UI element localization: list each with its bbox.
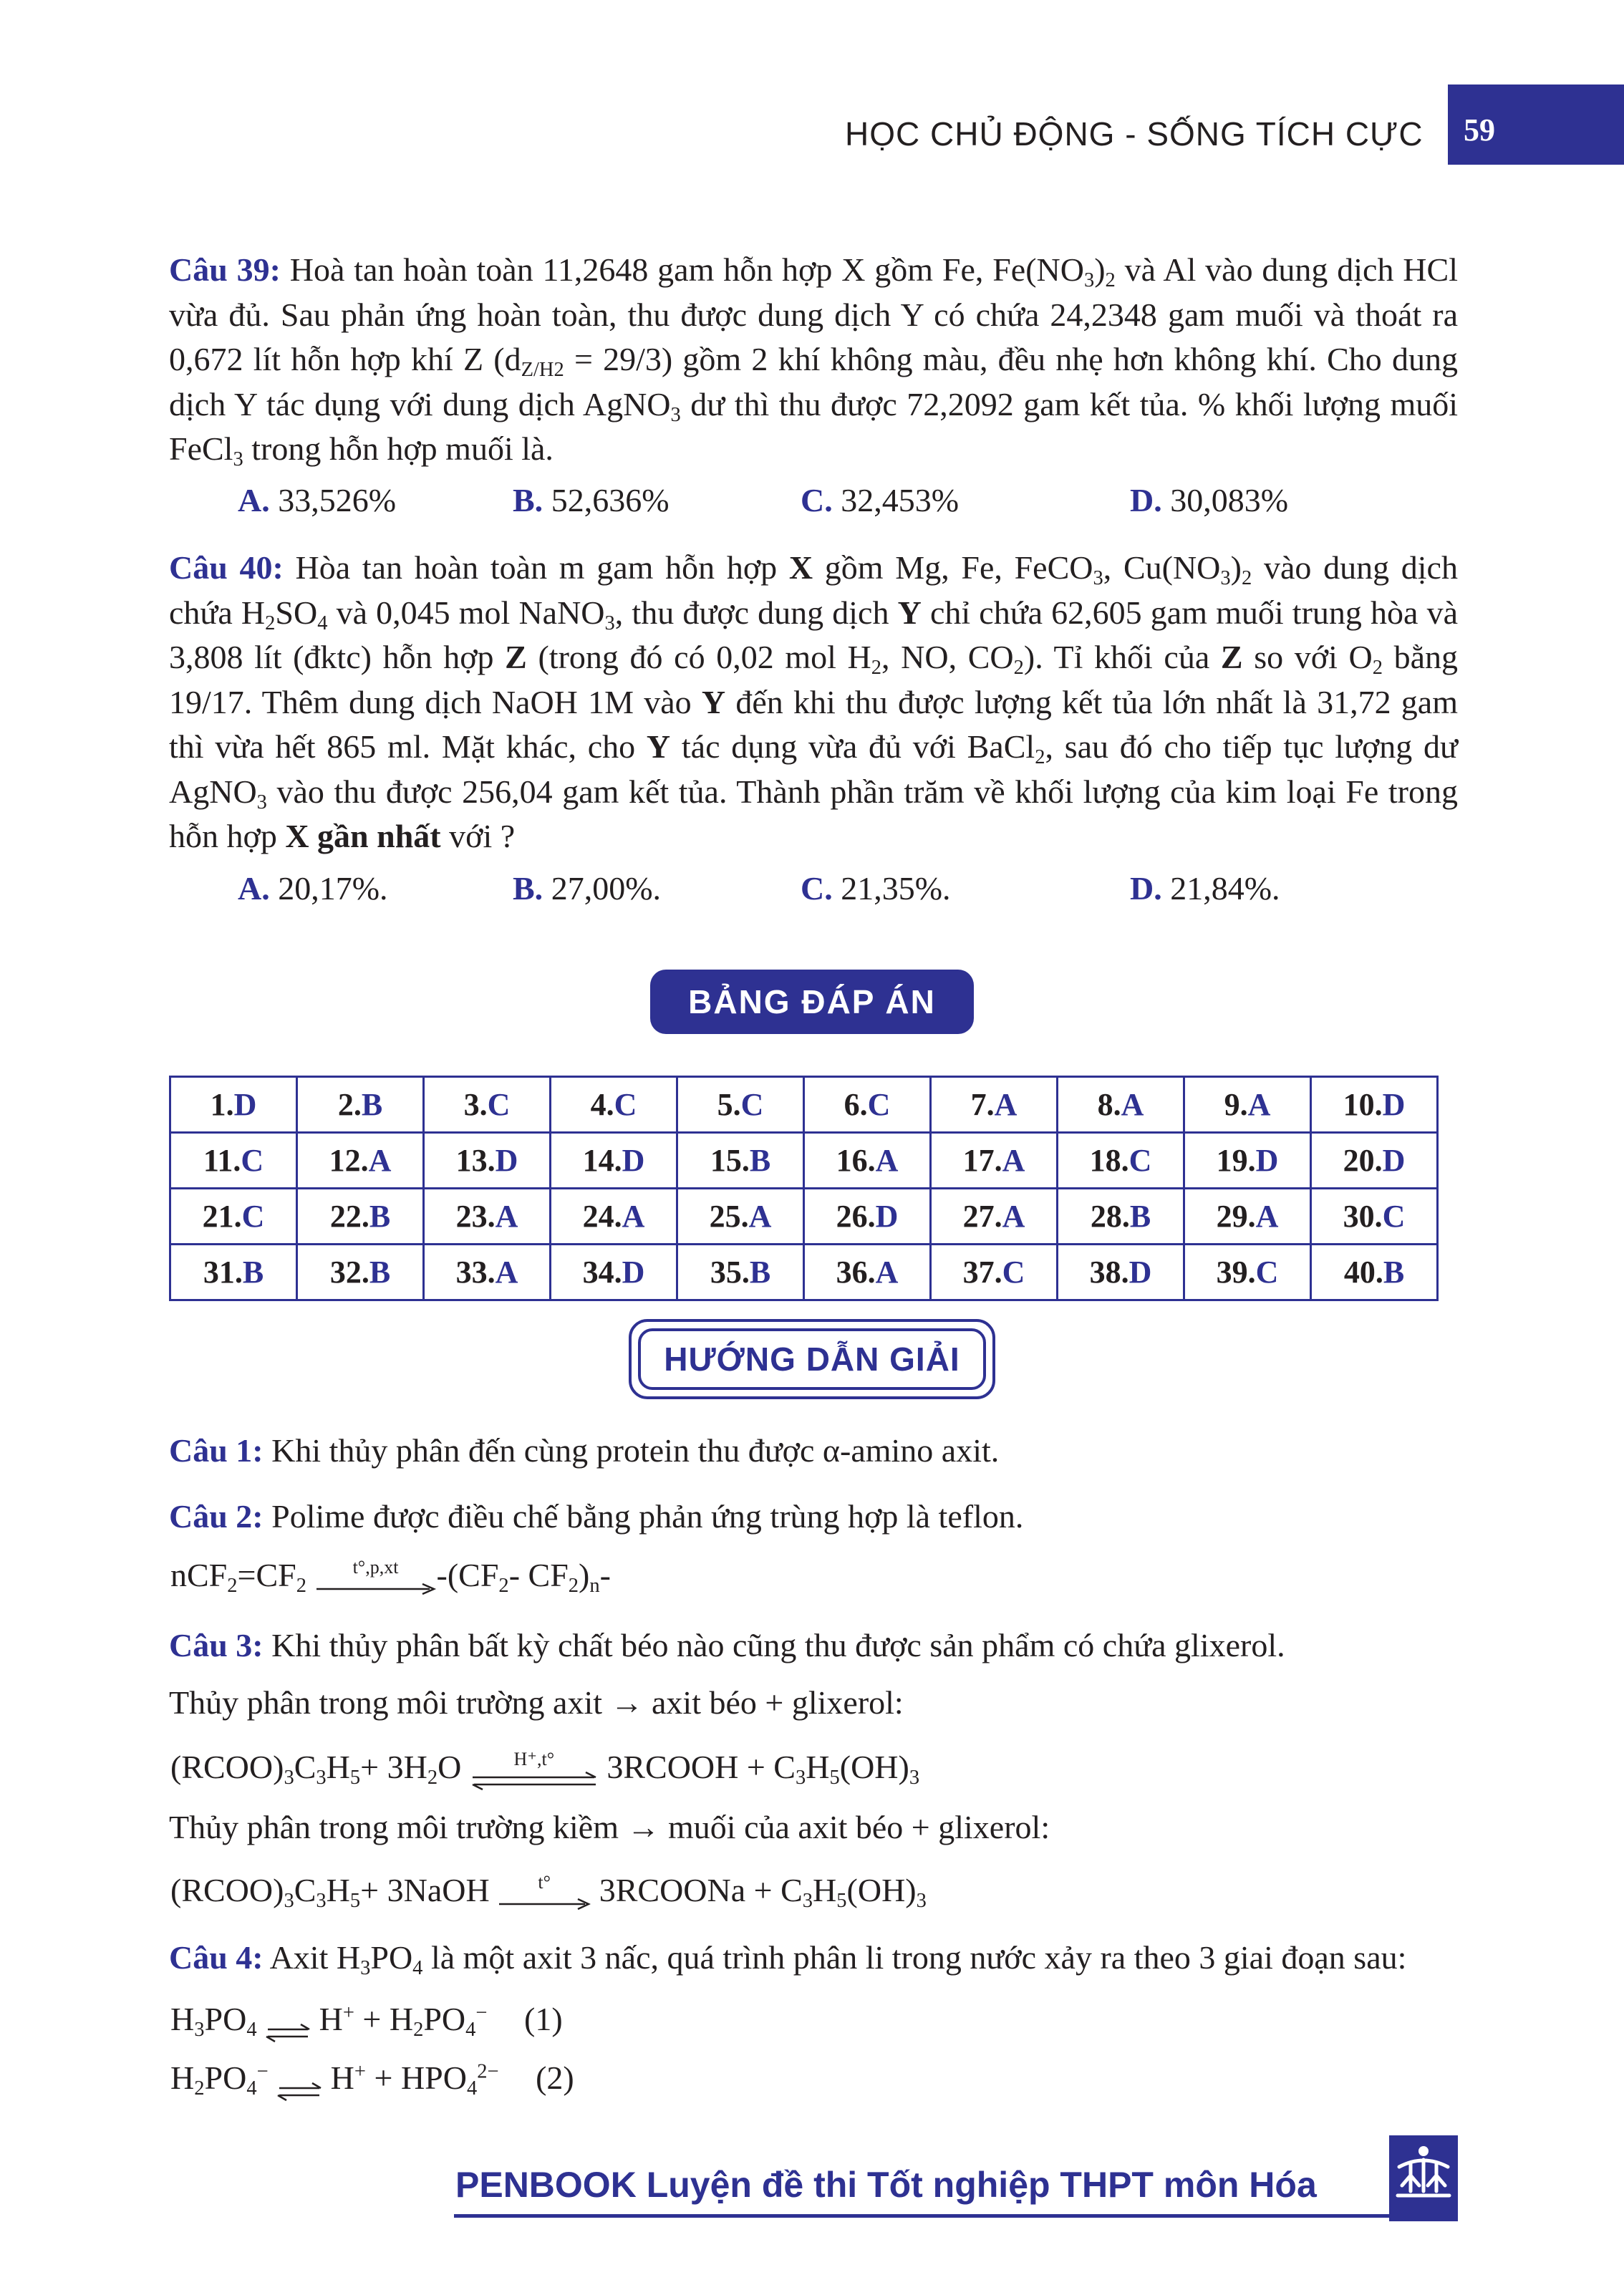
answer-letter: B — [361, 1087, 383, 1122]
answer-cell — [804, 1189, 931, 1245]
answer-letter: C — [614, 1087, 637, 1122]
answer-number: 22. — [329, 1199, 369, 1234]
answer-cell — [1311, 1189, 1438, 1245]
answer-letter: B — [749, 1143, 771, 1178]
equilibrium-arrow: H⁺,t° — [470, 1759, 599, 1781]
answer-number: 10. — [1343, 1087, 1383, 1122]
answer-cell — [677, 1189, 804, 1245]
base-hydrolysis-line: Thủy phân trong môi trường kiềm → muối của axit béo + glixerol: — [169, 1809, 1050, 1845]
answer-number: 20. — [1343, 1143, 1383, 1178]
answer-letter: A — [368, 1143, 392, 1178]
question-label: Câu 39: — [169, 251, 281, 288]
answer-letter: B — [242, 1255, 264, 1290]
answer-letter: B — [369, 1199, 391, 1234]
answer-letter: C — [740, 1087, 764, 1122]
answer-cell — [297, 1245, 424, 1300]
acid-hydrolysis-line: Thủy phân trong môi trường axit → axit béo + glixerol: — [169, 1684, 904, 1721]
answer-number: 5. — [717, 1087, 741, 1122]
page-number-badge — [1448, 84, 1624, 165]
answer-cell — [677, 1077, 804, 1133]
answer-cell — [1058, 1077, 1184, 1133]
answer-letter: C — [487, 1087, 511, 1122]
option-b: B. 52,636% — [513, 482, 670, 518]
answer-letter: D — [1255, 1143, 1279, 1178]
answer-cell — [677, 1133, 804, 1189]
answer-cell — [297, 1189, 424, 1245]
answer-letter: A — [875, 1143, 899, 1178]
question-label: Câu 40: — [169, 549, 284, 586]
equation-dissociation-1: $H_3PO_4$ $H^+ + H_2PO_4^-$ (1) — [170, 2001, 563, 2041]
solution-guide-title: HƯỚNG DẪN GIẢI — [638, 1328, 986, 1390]
answer-number: 3. — [463, 1087, 488, 1122]
answer-number: 39. — [1216, 1255, 1256, 1290]
footer-book-title: PENBOOK Luyện đề thi Tốt nghiệp THPT môn Hóa — [455, 2165, 1317, 2205]
answer-letter: D — [622, 1143, 645, 1178]
answer-cell — [1311, 1133, 1438, 1189]
answer-number: 14. — [582, 1143, 622, 1178]
answer-key-banner: BẢNG ĐÁP ÁN — [650, 970, 974, 1034]
answer-cell — [1184, 1189, 1311, 1245]
answer-row — [170, 1133, 1438, 1189]
footer-rule — [454, 2214, 1395, 2218]
answer-letter: C — [1128, 1143, 1152, 1178]
answer-letter: A — [495, 1255, 518, 1290]
answer-number: 31. — [203, 1255, 243, 1290]
running-header: HỌC CHỦ ĐỘNG - SỐNG TÍCH CỰC — [845, 115, 1424, 153]
answer-cell — [170, 1245, 297, 1300]
answer-number: 11. — [203, 1143, 241, 1178]
answer-cell — [804, 1133, 931, 1189]
answer-letter: A — [875, 1255, 899, 1290]
answer-number: 37. — [962, 1255, 1002, 1290]
answer-cell — [804, 1077, 931, 1133]
equilibrium-arrow — [265, 2011, 311, 2033]
answer-cell — [931, 1245, 1058, 1300]
answer-cell — [551, 1189, 677, 1245]
answer-cell — [1311, 1245, 1438, 1300]
answer-number: 25. — [709, 1199, 749, 1234]
answer-letter: C — [1255, 1255, 1279, 1290]
equation-base-hydrolysis: $(RCOO)_3C_3H_5+$ 3NaOH t° 3RCOONa + $C_3H_5(OH)_3$ — [170, 1872, 927, 1912]
answer-cell — [551, 1133, 677, 1189]
answer-cell — [297, 1133, 424, 1189]
answer-cell — [424, 1245, 551, 1300]
answer-cell — [551, 1245, 677, 1300]
answer-number: 30. — [1343, 1199, 1383, 1234]
answer-number: 26. — [836, 1199, 876, 1234]
answer-cell — [931, 1133, 1058, 1189]
answer-letter: A — [622, 1199, 645, 1234]
answer-number: 21. — [202, 1199, 242, 1234]
answer-cell — [424, 1189, 551, 1245]
equation-dissociation-2: $H_2PO_4^-$ $H^+ + HPO_4^{2-}$ (2) — [170, 2059, 574, 2100]
answer-letter: B — [369, 1255, 391, 1290]
answer-number: 29. — [1216, 1199, 1256, 1234]
answer-cell — [424, 1133, 551, 1189]
answer-letter: A — [1002, 1199, 1025, 1234]
answer-letter: D — [1382, 1143, 1406, 1178]
equilibrium-arrow — [276, 2070, 322, 2092]
answer-number: 24. — [582, 1199, 622, 1234]
answer-number: 32. — [329, 1255, 369, 1290]
question-40: Câu 40: Hòa tan hoàn toàn m gam hỗn hợp X gồm Mg, Fe, FeCO$_3$, $Cu(NO_3)_2$ vào dung dịch chứa $H_2SO_4$ và 0,045 mol NaNO$_3$, thu được dung dịch Y chỉ chứa 62,605 gam muối trung hòa và 3,808 lít (đktc) hỗn hợp Z (trong đó có 0,02 mol $H_2$, NO, $CO_2$). Tỉ khối của Z so với $O_2$ bằng 19/17. Thêm dung dịch NaOH 1M vào Y đến khi thu được lượng kết tủa lớn nhất là 31,72 gam thì vừa hết 865 ml. Mặt khác, cho Y tác dụng vừa đủ với BaCl$_2$, sau đó cho tiếp tục lượng dư AgNO$_3$ vào thu được 256,04 gam kết tủa. Thành phần trăm về khối lượng của kim loại Fe trong hỗn hợp X gần nhất với ? — [169, 549, 1459, 854]
answer-number: 2. — [337, 1087, 362, 1122]
question-40-options — [238, 869, 1383, 912]
answer-letter: D — [1128, 1255, 1152, 1290]
answer-cell — [297, 1077, 424, 1133]
answer-letter: A — [994, 1087, 1018, 1122]
answer-letter: D — [875, 1199, 899, 1234]
solution-guide-banner — [629, 1319, 995, 1399]
answer-letter: C — [867, 1087, 891, 1122]
answer-cell — [677, 1245, 804, 1300]
answer-letter: B — [749, 1255, 771, 1290]
answer-letter: D — [622, 1255, 645, 1290]
answer-cell — [170, 1189, 297, 1245]
answer-letter: B — [1129, 1199, 1151, 1234]
answer-number: 38. — [1089, 1255, 1129, 1290]
option-d: D. 30,083% — [1130, 482, 1289, 518]
answer-letter: D — [495, 1143, 518, 1178]
answer-letter: A — [1255, 1199, 1279, 1234]
answer-number: 4. — [590, 1087, 614, 1122]
solution-2: Câu 2: Polime được điều chế bằng phản ứng trùng hợp là teflon. — [169, 1498, 1024, 1535]
answer-row — [170, 1077, 1438, 1133]
publisher-logo-icon — [1389, 2135, 1458, 2221]
answer-letter: A — [1121, 1087, 1144, 1122]
solution-3: Câu 3: Khi thủy phân bất kỳ chất béo nào cũng thu được sản phẩm có chứa glixerol. — [169, 1627, 1285, 1663]
answer-letter: D — [1382, 1087, 1406, 1122]
answer-cell — [1058, 1189, 1184, 1245]
answer-number: 13. — [455, 1143, 496, 1178]
answer-cell — [1311, 1077, 1438, 1133]
answer-letter: A — [495, 1199, 518, 1234]
solution-1: Câu 1: Khi thủy phân đến cùng protein thu được α-amino axit. — [169, 1432, 1000, 1469]
question-39-options — [238, 481, 1383, 524]
answer-cell — [1058, 1245, 1184, 1300]
answer-number: 34. — [582, 1255, 622, 1290]
answer-letter: A — [748, 1199, 772, 1234]
answer-cell — [1184, 1077, 1311, 1133]
answer-number: 18. — [1089, 1143, 1129, 1178]
option-c: C. 21,35%. — [801, 870, 951, 907]
answer-number: 12. — [329, 1143, 369, 1178]
answer-letter: B — [1383, 1255, 1405, 1290]
answer-letter: C — [1002, 1255, 1025, 1290]
answer-number: 7. — [970, 1087, 995, 1122]
option-c: C. 32,453% — [801, 482, 960, 518]
equation-acid-hydrolysis: $(RCOO)_3C_3H_5+ 3H_2O$ H⁺,t° 3RCOOH + $C_3H_5(OH)_3$ — [170, 1749, 920, 1789]
question-39: Câu 39: Hoà tan hoàn toàn 11,2648 gam hỗn hợp X gồm Fe, $Fe(NO_3)_2$ và Al vào dung dịch HCl vừa đủ. Sau phản ứng hoàn toàn, thu được dung dịch Y có chứa 24,2348 gam muối và thoát ra 0,672 lít hỗn hợp khí Z $(d_{Z/H2} = 29/3)$ gồm 2 khí không màu, đều nhẹ hơn không khí. Cho dung dịch Y tác dụng với dung dịch AgNO$_3$ dư thì thu được 72,2092 gam kết tủa. % khối lượng muối FeCl$_3$ trong hỗn hợp muối là. — [169, 251, 1459, 470]
answer-number: 36. — [836, 1255, 876, 1290]
answer-cell — [1058, 1133, 1184, 1189]
answer-cell — [424, 1077, 551, 1133]
answer-number: 6. — [844, 1087, 868, 1122]
answer-number: 28. — [1090, 1199, 1130, 1234]
page-number: 59 — [1464, 112, 1495, 148]
answer-cell — [931, 1077, 1058, 1133]
option-d: D. 21,84%. — [1130, 870, 1280, 907]
answer-letter: D — [233, 1087, 257, 1122]
equation-teflon: $nCF_2=CF_2$ t°,p,xt $-(CF_2-$ $CF_2)_n-$ — [170, 1557, 611, 1597]
answer-letter: A — [1247, 1087, 1271, 1122]
reaction-arrow: t°,p,xt — [315, 1568, 437, 1589]
answer-number: 33. — [455, 1255, 496, 1290]
answer-cell — [551, 1077, 677, 1133]
answer-row — [170, 1189, 1438, 1245]
answer-letter: C — [241, 1143, 264, 1178]
option-a: A. 20,17%. — [238, 870, 388, 907]
answer-number: 19. — [1216, 1143, 1256, 1178]
answer-number: 23. — [455, 1199, 496, 1234]
answer-cell — [170, 1077, 297, 1133]
answer-number: 35. — [710, 1255, 750, 1290]
solution-4: Câu 4: Axit $H_3PO_4$ là một axit 3 nấc, quá trình phân li trong nước xảy ra theo 3 giai đoạn sau: — [169, 1939, 1407, 1979]
answer-number: 27. — [962, 1199, 1002, 1234]
answer-number: 8. — [1097, 1087, 1121, 1122]
answer-number: 9. — [1224, 1087, 1248, 1122]
answer-number: 40. — [1343, 1255, 1383, 1290]
answer-cell — [1184, 1133, 1311, 1189]
answer-cell — [1184, 1245, 1311, 1300]
answer-key-table — [169, 1076, 1439, 1301]
answer-cell — [170, 1133, 297, 1189]
answer-number: 17. — [962, 1143, 1002, 1178]
answer-number: 16. — [836, 1143, 876, 1178]
answer-letter: C — [241, 1199, 265, 1234]
answer-number: 15. — [710, 1143, 750, 1178]
answer-cell — [931, 1189, 1058, 1245]
answer-letter: C — [1382, 1199, 1406, 1234]
answer-cell — [804, 1245, 931, 1300]
answer-number: 1. — [210, 1087, 234, 1122]
answer-row — [170, 1245, 1438, 1300]
reaction-arrow: t° — [498, 1883, 591, 1904]
answer-letter: A — [1002, 1143, 1025, 1178]
option-b: B. 27,00%. — [513, 870, 662, 907]
option-a: A. 33,526% — [238, 482, 397, 518]
